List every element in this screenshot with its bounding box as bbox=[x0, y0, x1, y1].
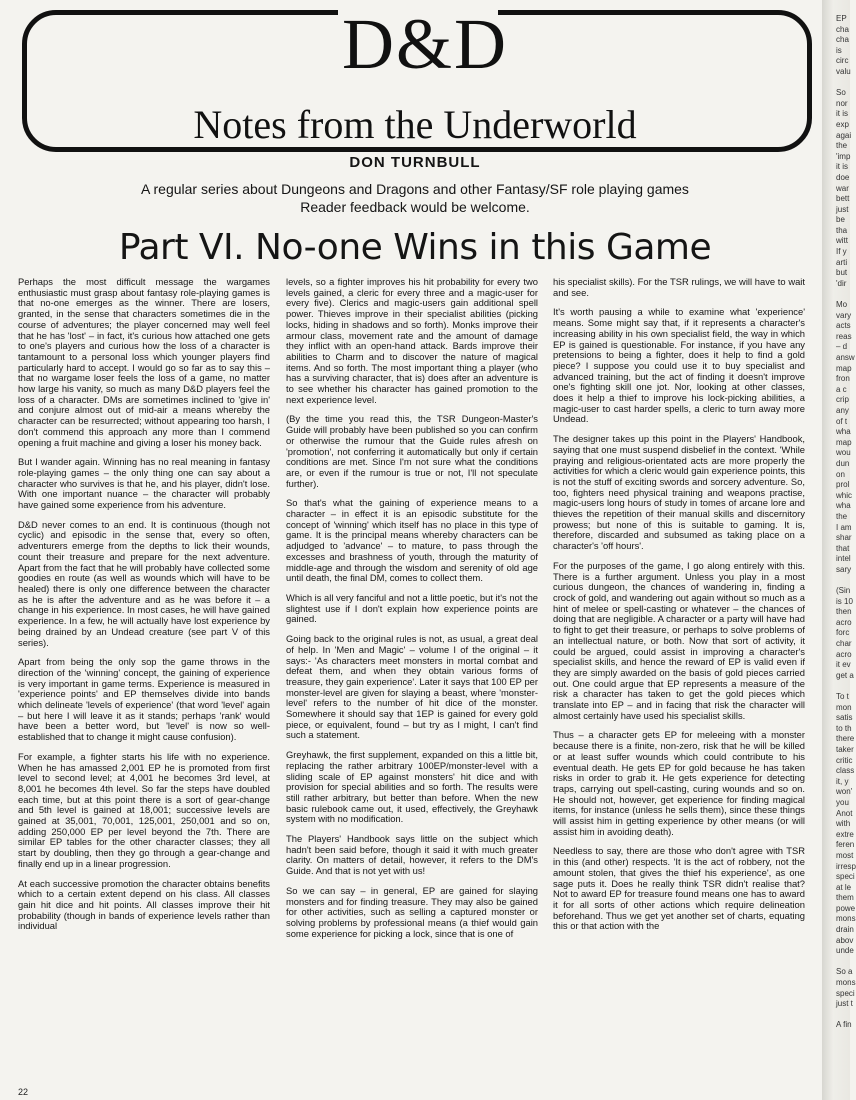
paragraph: D&D never comes to an end. It is continuous (though not cyclic) and episodic in the sense that, every so often, adventurers emerge from the depths to lick their wounds, count their treasure and prepare for the next adventure. Apart from the fact that he will probably have collected some goodies en route (as well as wounds which will have to be healed) there is only one difference between the character as he is after the adventure and as he was before it – a change in his experience. In most cases, he will have gained experience. In a few, he will actually have lost experience by being drained by an Undead creature (see part V of this series). bbox=[18, 518, 270, 648]
facing-page-fragment: extre bbox=[836, 829, 854, 839]
paragraph: So we can say – in general, EP are gained for slaying monsters and for finding treasure. They may also be gained for other activities, such as selling a captured monster or solving problems by professional means (a thief would gain some experience for picking a lock, since that is one of bbox=[286, 884, 538, 939]
paragraph: But I wander again. Winning has no real meaning in fantasy role-playing games – the only thing one can say about a character who survives is that he, and his player, didn't lose. With one important nuance – the character will probably have gained some experience from his adventure. bbox=[18, 456, 270, 511]
facing-page-fragment: prol bbox=[836, 480, 850, 490]
facing-page-fragment: fron bbox=[836, 374, 850, 384]
facing-page-fragment: intel bbox=[836, 554, 851, 564]
facing-page-fragment: that bbox=[836, 543, 850, 553]
paragraph: For example, a fighter starts his life with no experience. When he has amassed 2,001 EP he is promoted from first level to second level; at 4,001 he becomes 3rd level, at 8,001 he becomes 4th level. So far the steps have doubled each time, but at this point there is a sort of gear-change and 5th level is gained at 18,001; successive levels are gained at 35,001, 70,001, 125,001, 250,001 and so on, adding 250,000 EP per level beyond the 7th. There are similar EP tables for the other character classes; they all start by doubling, then they go through a gear-change and finally end up in a linear progression. bbox=[18, 750, 270, 869]
facing-page-fragment: I am bbox=[836, 522, 852, 532]
facing-page-fragment: get a bbox=[836, 670, 854, 680]
article-title: Part VI. No-one Wins in this Game bbox=[118, 227, 712, 268]
facing-page-fragment bbox=[836, 957, 850, 968]
facing-page-fragment: wou bbox=[836, 448, 851, 458]
facing-page-fragment: abov bbox=[836, 935, 854, 945]
paragraph: For the purposes of the game, I go along entirely with this. There is a further argument. Unless you play in a most curious dungeon, the chances of wandering in, finding a crock of gold, and wandering out again without so much as a hint of melee or spell-casting or whatever – the chances of doing that are negligible. A character or a party will have had to fight to get their treasure, or perhaps to solve problems of an intellectual nature, or both. Now that sort of activity, it could be argued, could assist in improving a character's specialist skills, and hence the reward of EP is valid even if they are simply awarded on the basis of gold pieces carried out. One could argue that EP represents a measure of the risk a character has taken to get the gold pieces which translate into EP – and in facing that risk the character will almost certainly have used his specialist skills. bbox=[553, 559, 805, 721]
facing-page-fragment: dun bbox=[836, 458, 850, 468]
facing-page-fragment: wha bbox=[836, 501, 851, 511]
facing-page-fragment: irresp bbox=[836, 861, 856, 871]
blurb-line-2: Reader feedback would be welcome. bbox=[300, 199, 530, 215]
facing-page-fragment bbox=[836, 1010, 850, 1021]
facing-page-fragment: 'dir bbox=[836, 278, 847, 288]
facing-page-fragment: bett bbox=[836, 194, 850, 204]
facing-page-fragment: exp bbox=[836, 119, 849, 129]
facing-page-fragment: satis bbox=[836, 713, 853, 723]
facing-page-fragment: on bbox=[836, 469, 845, 479]
facing-page-fragment: the bbox=[836, 511, 848, 521]
facing-page-fragment: unde bbox=[836, 946, 854, 956]
facing-page-fragment: is bbox=[836, 45, 842, 55]
facing-page-fragment: drain bbox=[836, 925, 854, 935]
paragraph: Perhaps the most difficult message the wargames enthusiastic must grasp about fantasy role-playing games is that no-one emerges as the winner. There are losers, granted, in the sense that characters sometimes die in the course of adventures; the player concerned may well feel that he has 'lost' – in fact, it's curious how attached one gets to one's players and curious how the loss of a character is tantamount to a personal loss which younger players find particularly hard to accept. I would go so far as to say this – that no wargame loser feels the loss of a game, no matter how large his vanity, so much as many D&D players feel the loss of a character. DMs are sometimes inclined to 'give in' and conjure almost out of mid-air a means whereby the character can be resurrected; without appearing too harsh, I don't commend this approach any more than I commend opening a fruit machine and giving a loser his money back. bbox=[18, 276, 270, 448]
author-name: DON TURNBULL bbox=[349, 154, 481, 171]
paragraph: (By the time you read this, the TSR Dungeon-Master's Guide will probably have been published so you can confirm or otherwise the rumour that the Guide rules afresh on 'promotion', not conferring it automatically but only if certain conditions are met. Since I'm not sure what the conditions are, or even if the rumour is true or not, I'll not speculate further). bbox=[286, 413, 538, 489]
facing-page-fragment bbox=[836, 575, 850, 586]
paragraph: Thus – a character gets EP for meleeing with a monster because there is a finite, non-zero, risk that he will be killed or at least suffer wounds which could contribute to his eventual death. He gets EP for gold because he has taken risks in order to grab it. He gets experience for detecting traps, carrying out spell-casting, curing wounds and so on. He should not, however, get experience for finding magical items, for instance (unless he sells them), since these things will assist him in getting experience by other means (or will assist him in avoiding death). bbox=[553, 729, 805, 837]
facing-page-fragment: Mo bbox=[836, 300, 848, 310]
facing-page-fragment: there bbox=[836, 734, 855, 744]
facing-page-fragment: agai bbox=[836, 130, 852, 140]
facing-page-fragment: mons bbox=[836, 914, 856, 924]
facing-page-fragment: mons bbox=[836, 978, 856, 988]
series-title: Notes from the Underworld bbox=[193, 102, 637, 147]
text-column-3 bbox=[553, 277, 805, 941]
facing-page-fragment: EP bbox=[836, 14, 847, 23]
facing-page-fragment: most bbox=[836, 850, 854, 860]
facing-page-fragment: char bbox=[836, 639, 852, 649]
facing-page-fragment: speci bbox=[836, 872, 855, 882]
facing-page-fragment bbox=[836, 78, 850, 89]
facing-page-fragment: powe bbox=[836, 903, 856, 913]
facing-page-fragment: be bbox=[836, 215, 845, 225]
facing-page-fragment: acro bbox=[836, 617, 852, 627]
facing-page-fragment: acro bbox=[836, 649, 852, 659]
paragraph: The designer takes up this point in the Players' Handbook, saying that one must suspend disbelief in the context. 'While praying and religious-orientated acts are more properly the activities for which a cleric would gain experience points, this is not the stuff of exciting swords and sorcery adventure. So, too, fighters need physical training and weapons practise, magic-users long hours of study in tomes of arcane lore and thieves the repetition of their manual skills and discernitory prowess; but none of this is suitable to gaming. It is, therefore, discarded and subsumed as taking place on a character's 'off hours'. bbox=[553, 433, 805, 552]
facing-page-fragment: tha bbox=[836, 225, 848, 235]
dnd-logo: D&D bbox=[342, 4, 508, 84]
facing-page-fragment: cha bbox=[836, 35, 849, 45]
facing-page-fragment: nor bbox=[836, 98, 848, 108]
facing-page-fragment: – d bbox=[836, 342, 848, 352]
facing-page-fragment: mon bbox=[836, 702, 852, 712]
facing-page-fragment: you bbox=[836, 797, 849, 807]
facing-page-fragment: Anot bbox=[836, 808, 853, 818]
facing-page-fragment: A fin bbox=[836, 1020, 852, 1030]
page-number: 22 bbox=[18, 1087, 29, 1097]
facing-page-fragment: cha bbox=[836, 24, 849, 34]
facing-page-fragment: it is bbox=[836, 109, 848, 119]
facing-page-fragment: feren bbox=[836, 840, 855, 850]
paragraph: Which is all very fanciful and not a little poetic, but it's not the slightest use if I don't explain how experience points are gained. bbox=[286, 591, 538, 625]
facing-page-fragment: won' bbox=[836, 787, 853, 797]
paragraph: Greyhawk, the first supplement, expanded on this a little bit, replacing the rather arbitrary 100EP/monster-level with a sliding scale of EP against monsters' hit dice and with provision for special abilities and so forth. The results were still rather arbitrary, but better than before. When the new basic rulebook came out, it used, effectively, the Greyhawk system with no modification. bbox=[286, 749, 538, 825]
facing-page-fragment: answ bbox=[836, 353, 855, 362]
facing-page-fragment: class bbox=[836, 766, 855, 776]
facing-page-fragment: speci bbox=[836, 988, 855, 998]
paragraph: At each successive promotion the character obtains benefits which to a certain extent depend on his class. All classes gain hit dice and hit points. All classes improve their hit probability (though in bands of experience levels rather than individual bbox=[18, 877, 270, 932]
facing-page-fragment: wha bbox=[836, 427, 851, 437]
facing-page-fragment: war bbox=[836, 183, 849, 193]
facing-page-text bbox=[836, 14, 856, 1031]
facing-page-fragment: sary bbox=[836, 564, 852, 574]
facing-page-fragment: with bbox=[836, 819, 851, 829]
facing-page-fragment: them bbox=[836, 893, 854, 903]
facing-page-fragment: So bbox=[836, 88, 846, 98]
facing-page-fragment: whic bbox=[836, 490, 853, 500]
blurb-line-1: A regular series about Dungeons and Dragons and other Fantasy/SF role playing games bbox=[141, 181, 689, 197]
paragraph: his specialist skills). For the TSR rulings, we will have to wait and see. bbox=[553, 276, 805, 298]
facing-page-fragment: If y bbox=[836, 247, 847, 257]
facing-page-fragment: 'imp bbox=[836, 151, 851, 161]
facing-page-fragment: the bbox=[836, 141, 848, 151]
paragraph: Apart from being the only sop the game throws in the direction of the 'winning' concept, the gaining of experience is very important in game terms. Experience is measured in 'experience points' and EP themselves divide into bands which delineate 'levels of experience' (that word 'level' again – but here I will leave it as it stands; perhaps 'rank' would have been a better word, but 'level' is now so well-established that to change it might cause confusion). bbox=[18, 656, 270, 743]
series-blurb bbox=[110, 180, 720, 216]
facing-page-fragment: map bbox=[836, 437, 852, 447]
paragraph: levels, so a fighter improves his hit probability for every two levels gained, a cleric for every three and a magic-user for every five). Clerics and magic-users gain additional spell power. Thieves improve in their specialist abilities (picking locks, hiding in shadows and so forth). Monks improve their armour class, movement rate and the amount of damage they inflict with an open-hand attack. Bards improve their abilities to Charm and to discover the nature of magical items. And so forth. The most important thing a player (who has a surviving character, that is) does after an adventure is to see whether his character has gained promotion to the next experience level. bbox=[286, 276, 538, 405]
paragraph: The Players' Handbook says little on the subject which hadn't been said before, though it said it with much greater clarity. On matters of detail, however, it refers to the DM's Guide. And that is not yet with us! bbox=[286, 833, 538, 877]
text-column-2 bbox=[286, 277, 538, 948]
facing-page-fragment: but bbox=[836, 268, 848, 278]
facing-page-fragment: doe bbox=[836, 172, 850, 182]
facing-page-fragment: To t bbox=[836, 692, 849, 701]
paragraph: Needless to say, there are those who don't agree with TSR in this (and other) respects. 'It is the act of robbery, not the amount stolen, that gives the thief his experience', as one sage puts it. Does he really think TSR didn't realise that? Not to award EP for treasure found means one has to award it for all sorts of other actions which require delineation beforehand. Thus we get yet another set of charts, equating this or that action with the bbox=[553, 845, 805, 932]
facing-page-fragment: is 10 bbox=[836, 596, 853, 606]
facing-page-fragment: of t bbox=[836, 416, 848, 426]
facing-page-fragment: at le bbox=[836, 882, 852, 892]
facing-page-fragment: reas bbox=[836, 331, 852, 341]
facing-page-fragment: (Sin bbox=[836, 586, 851, 596]
facing-page-fragment: acts bbox=[836, 321, 851, 331]
facing-page-fragment: witt bbox=[836, 236, 848, 246]
facing-page-fragment: any bbox=[836, 405, 849, 415]
facing-page-fragment: shar bbox=[836, 533, 852, 543]
facing-page-fragment: it ev bbox=[836, 660, 851, 670]
facing-page-fragment: it, y bbox=[836, 776, 849, 786]
facing-page-fragment: arti bbox=[836, 257, 848, 267]
facing-page-fragment: it is bbox=[836, 162, 848, 172]
facing-page-fragment: to th bbox=[836, 723, 852, 733]
paragraph: So that's what the gaining of experience means to a character – in effect it is an episodic substitute for the concept of 'winning' which itself has no place in this type of game. It is the principal means whereby characters can be adjudged to 'advance' – to mature, to pass through the excesses and brashness of youth, through the maturity of middle-age and through the wisdom and serenity of old age until death, the final DM, comes to collect them. bbox=[286, 497, 538, 584]
facing-page-fragment: vary bbox=[836, 310, 852, 320]
facing-page-fragment bbox=[836, 681, 850, 692]
text-column-1 bbox=[18, 277, 270, 941]
facing-page-fragment: forc bbox=[836, 628, 850, 638]
facing-page-fragment: then bbox=[836, 607, 852, 617]
paragraph: Going back to the original rules is not, as usual, a great deal of help. In 'Men and Magic' – volume I of the original – it says:- 'As characters meet monsters in mortal combat and defeat them, and when they obtain various forms of treasure, they gain experience'. Later it says that 100 EP per monster-level are given for slaying a beast, where 'monster-level' refers to the number of hit dice of the monster. Somewhere it should say that 1EP is gained for every gold piece, or equivalent, found – but try as I might, I can't find such a statement. bbox=[286, 633, 538, 741]
paragraph: It's worth pausing a while to examine what 'experience' means. Some might say that, if it represents a character's increasing ability in his own specialist field, the way in which EP is gained is questionable. For instance, if you have any pretensions to being a fighter, does it help to find a gold piece? I suppose you could use it to buy specialist and advanced training, but the act of finding it doesn't improve one's fighting skill one jot. Nor, looking at other classes, does it help a thief to improve his lock-picking abilities, a magic-user to cast harder spells, a cleric to turn away more Undead. bbox=[553, 306, 805, 425]
facing-page-fragment: just bbox=[836, 204, 849, 214]
facing-page-fragment: valu bbox=[836, 66, 851, 76]
facing-page-fragment: So a bbox=[836, 967, 853, 977]
facing-page-fragment: map bbox=[836, 363, 852, 373]
facing-page-fragment bbox=[836, 289, 850, 300]
facing-page-fragment: taker bbox=[836, 744, 854, 754]
facing-page-fragment: critic bbox=[836, 755, 853, 765]
facing-page-fragment: just t bbox=[836, 999, 853, 1009]
facing-page-fragment: circ bbox=[836, 56, 849, 66]
facing-page-fragment: a c bbox=[836, 384, 847, 394]
facing-page-fragment: crip bbox=[836, 395, 849, 405]
